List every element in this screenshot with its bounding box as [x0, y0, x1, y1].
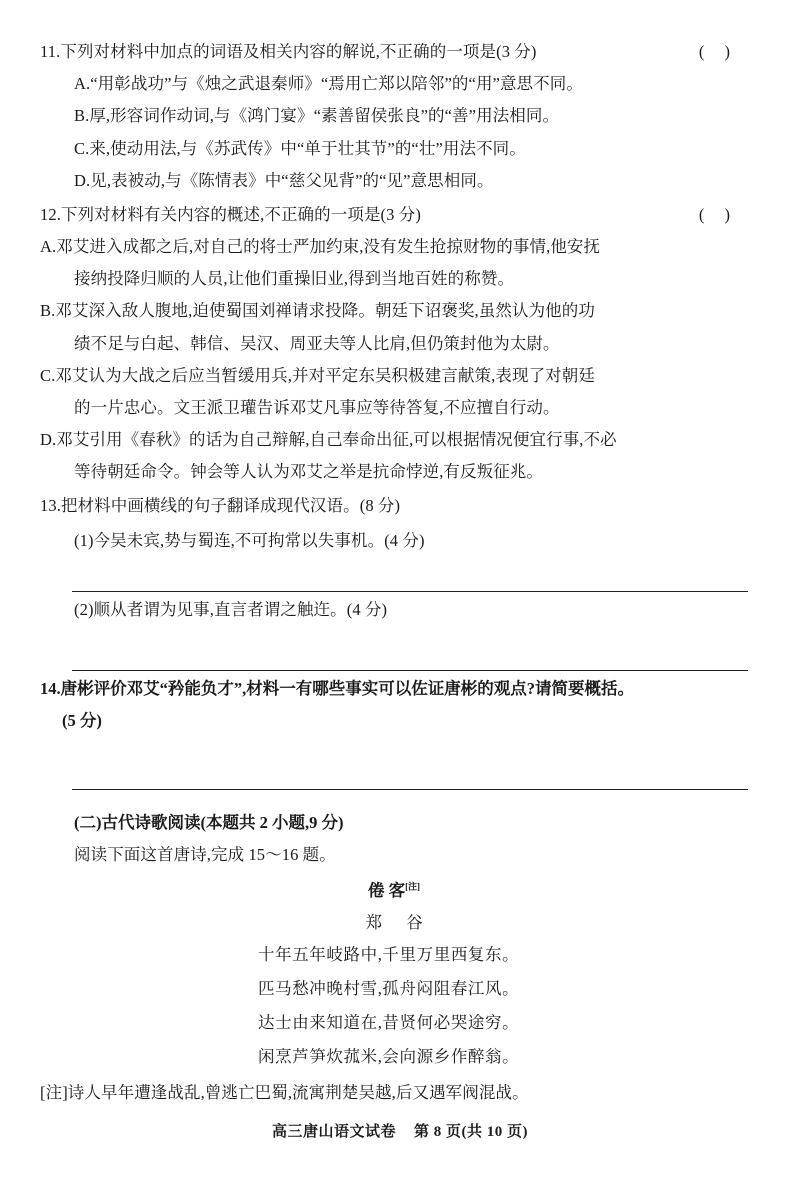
question-12-option-d[interactable] — [40, 424, 748, 488]
question-11-stem-text: 11.下列对材料中加点的词语及相关内容的解说,不正确的一项是(3 分) — [40, 42, 537, 61]
section-heading: (二)古代诗歌阅读(本题共 2 小题,9 分) — [74, 813, 344, 833]
question-14 — [40, 673, 748, 790]
poem-title-note-marker: [注] — [405, 881, 421, 892]
question-12-stem-text: 12.下列对材料有关内容的概述,不正确的一项是(3 分) — [40, 204, 421, 224]
option-a-line2: 接纳投降归顺的人员,让他们重操旧业,得到当地百姓的称赞。 — [74, 269, 515, 289]
page-footer — [0, 1120, 800, 1141]
question-13-stem: 13.把材料中画横线的句子翻译成现代汉语。(8 分) — [40, 496, 401, 516]
question-12-option-b[interactable] — [40, 295, 748, 359]
section-instruction: 阅读下面这首唐诗,完成 15～16 题。 — [74, 845, 336, 865]
poem-author: 郑 谷 — [365, 912, 433, 932]
poem-line-2: 匹马愁冲晚村雪,孤舟闷阻春江风。 — [258, 978, 520, 998]
answer-line-13-1[interactable] — [72, 561, 748, 592]
question-13-sub-1: (1)今吴未宾,势与蜀连,不可拘常以失事机。(4 分) — [74, 530, 425, 550]
option-c-line2: 的一片忠心。文王派卫瓘告诉邓艾凡事应等待答复,不应擅自行动。 — [74, 397, 560, 417]
option-a-line1: A.邓艾进入成都之后,对自己的将士严加约束,没有发生抢掠财物的事情,他安抚 — [40, 237, 601, 257]
question-14-line1: 14.唐彬评价邓艾“矜能负才”,材料一有哪些事实可以佐证唐彬的观点?请简要概括。 — [40, 678, 634, 698]
poem-line-4: 闲烹芦笋炊菰米,会向源乡作醉翁。 — [258, 1046, 520, 1066]
question-12-stem — [40, 199, 748, 231]
footer-page-number: 第 8 页(共 10 页) — [414, 1124, 528, 1140]
option-b-line1: B.邓艾深入敌人腹地,迫使蜀国刘禅请求投降。朝廷下诏褒奖,虽然认为他的功 — [40, 301, 595, 321]
answer-line-14[interactable] — [72, 743, 748, 790]
question-11-option-d[interactable]: D.见,表被动,与《陈情表》中“慈父见背”的“见”意思相同。 — [74, 170, 494, 190]
question-12-option-c[interactable] — [40, 360, 748, 424]
question-11-answer-brackets[interactable]: ( ) — [698, 42, 738, 61]
footer-exam-name: 高三唐山语文试卷 — [271, 1124, 396, 1140]
option-c-line1: C.邓艾认为大战之后应当暂缓用兵,并对平定东吴积极建言献策,表现了对朝廷 — [40, 365, 595, 385]
question-11-option-c[interactable]: C.来,使动用法,与《苏武传》中“单于壮其节”的“壮”用法不同。 — [74, 138, 526, 158]
poem-footnote: [注]诗人早年遭逢战乱,曾逃亡巴蜀,流寓荆楚吴越,后又遇军阀混战。 — [40, 1083, 529, 1103]
question-11 — [40, 36, 748, 197]
question-13 — [40, 490, 748, 671]
question-11-option-b[interactable]: B.厚,形容词作动词,与《鸿门宴》“素善留侯张良”的“善”用法相同。 — [74, 106, 560, 126]
question-14-line2: (5 分) — [62, 711, 102, 731]
answer-line-13-2[interactable] — [72, 630, 748, 671]
poem-title — [40, 875, 748, 906]
poem-line-1: 十年五年岐路中,千里万里西复东。 — [258, 945, 520, 965]
question-13-sub-2: (2)顺从者谓为见事,直言者谓之触迕。(4 分) — [74, 599, 388, 619]
question-11-stem — [40, 36, 748, 68]
question-12-answer-brackets[interactable]: ( ) — [698, 204, 738, 224]
poem-line-3: 达士由来知道在,昔贤何必哭途穷。 — [258, 1012, 520, 1032]
option-b-line2: 绩不足与白起、韩信、吴汉、周亚夫等人比肩,但仍策封他为太尉。 — [74, 333, 560, 353]
poem-block — [40, 875, 748, 1109]
question-11-option-a[interactable]: A.“用彰战功”与《烛之武退秦师》“焉用亡郑以陪邻”的“用”意思不同。 — [74, 74, 583, 94]
option-d-line2: 等待朝廷命令。钟会等人认为邓艾之举是抗命悖逆,有反叛征兆。 — [74, 462, 544, 482]
question-12 — [40, 199, 748, 489]
poem-title-text: 倦 客 — [367, 881, 406, 901]
question-12-option-a[interactable] — [40, 231, 748, 295]
option-d-line1: D.邓艾引用《春秋》的话为自己辩解,自己奉命出征,可以根据情况便宜行事,不必 — [40, 430, 617, 450]
section-poetry-reading — [40, 806, 748, 871]
